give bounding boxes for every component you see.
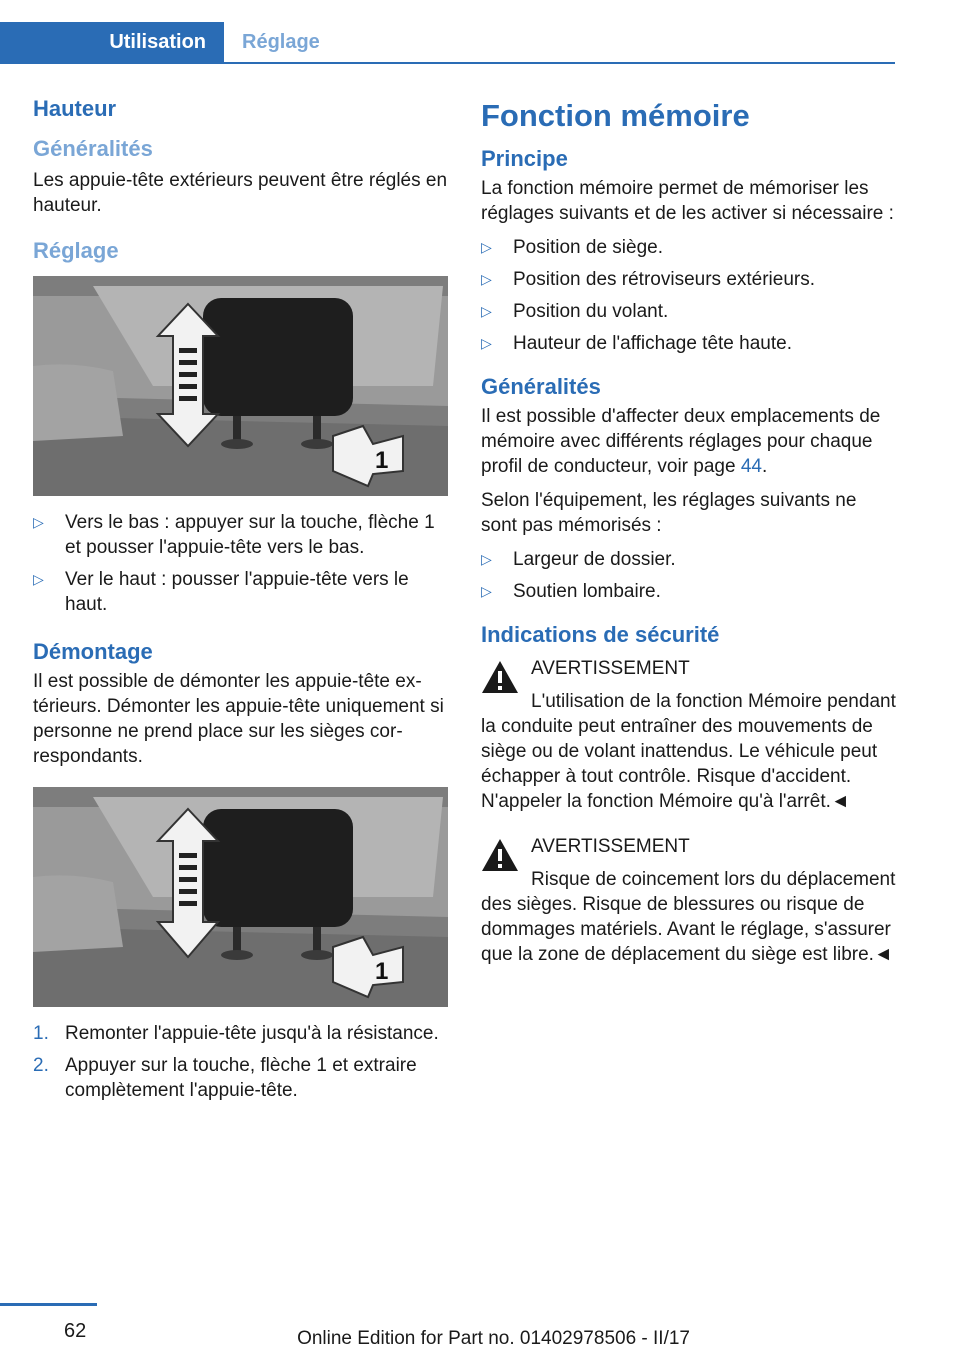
- list-item: ▷ Hauteur de l'affichage tête haute.: [481, 333, 792, 354]
- headrest-removal-figure: [33, 787, 448, 1007]
- warning-text: Risque de coincement lors du déplacement des sièges. Risque de blessures ou risque de dommages matériels. Avant le réglage, s'assurer que la zone de déplacement du siège est libre.◄: [481, 869, 896, 965]
- heading-fonction-memoire: Fonction mémoire: [481, 98, 750, 133]
- heading-generalites: Généralités: [33, 136, 153, 161]
- warning-triangle-icon: [481, 838, 519, 872]
- removal-steps: [33, 1021, 448, 1103]
- list-item: ▷ Position des rétroviseurs extérieurs.: [481, 269, 816, 290]
- equipment-text: Selon l'équipement, les réglages suivants ne sont pas mémorisés :: [481, 490, 857, 536]
- tab-utilisation[interactable]: Utilisation: [0, 22, 224, 62]
- warning-block-2: [481, 834, 896, 967]
- triangle-right-icon: ▷: [481, 271, 492, 287]
- heading-demontage: Démontage: [33, 639, 153, 664]
- tab-reglage[interactable]: Réglage: [242, 31, 320, 53]
- triangle-right-icon: ▷: [33, 571, 44, 587]
- triangle-right-icon: ▷: [481, 335, 492, 351]
- triangle-right-icon: ▷: [33, 514, 44, 530]
- footer-rule: [0, 1303, 97, 1306]
- heading-reglage: Réglage: [33, 238, 119, 263]
- triangle-right-icon: ▷: [481, 303, 492, 319]
- removal-text: Il est possible de démonter les appuie-tête extérieurs. Démonter les appuie-tête uniquement si personne ne prend place sur les sièges correspondants.: [33, 671, 444, 767]
- list-item: ▷ Position du volant.: [481, 301, 669, 322]
- list-item: ▷ Position de siège.: [481, 237, 663, 258]
- edition-text: Online Edition for Part no. 01402978506 - II/17: [297, 1328, 690, 1349]
- headrest-adjust-figure: [33, 276, 448, 496]
- warning-triangle-icon: [481, 660, 519, 694]
- figure-callout-1: 1: [375, 447, 389, 474]
- list-item: ▷ Soutien lombaire.: [481, 581, 661, 602]
- page-link-44[interactable]: 44: [740, 456, 762, 477]
- headrest-removal-illustration: [33, 787, 448, 1007]
- triangle-right-icon: ▷: [481, 551, 492, 567]
- headrest-illustration: [33, 276, 448, 496]
- warning-title: AVERTISSEMENT: [531, 658, 690, 679]
- triangle-right-icon: ▷: [481, 583, 492, 599]
- left-column: [33, 96, 448, 1110]
- list-item: 1. Remonter l'appuie-tête jusqu'à la résistance.: [33, 1023, 439, 1044]
- figure-callout-1: 1: [375, 958, 389, 985]
- heading-generalites-right: Généralités: [481, 374, 601, 399]
- principle-text: La fonction mémoire permet de mémoriser les réglages suivants et de les activer si nécessaire :: [481, 178, 894, 224]
- heading-principe: Principe: [481, 146, 568, 171]
- list-item: ▷ Vers le bas : appuyer sur la touche, flèche 1 et pousser l'appuie-tête vers le bas.: [33, 512, 435, 558]
- list-item: ▷ Ver le haut : pousser l'appuie-tête vers le haut.: [33, 569, 409, 615]
- page-number: 62: [64, 1320, 87, 1342]
- adjust-list: [33, 510, 448, 617]
- right-column: [481, 96, 896, 967]
- principle-list: [481, 235, 896, 356]
- section-tabs: [0, 22, 895, 64]
- general-text: Les appuie-tête extérieurs peuvent être réglés en hauteur.: [33, 170, 448, 216]
- general-text-right: Il est possible d'affecter deux emplacements de mémoire avec différents réglages pour chaque profil de conducteur, voir page 44.: [481, 406, 881, 477]
- list-item: ▷ Largeur de dossier.: [481, 549, 676, 570]
- heading-hauteur: Hauteur: [33, 96, 117, 121]
- triangle-right-icon: ▷: [481, 239, 492, 255]
- heading-securite: Indications de sécurité: [481, 622, 720, 647]
- warning-title: AVERTISSEMENT: [531, 836, 690, 857]
- warning-text: L'utilisation de la fonction Mémoire pendant la conduite peut entraîner des mouvements de siège ou de volant inattendus. Le véhicule peut échapper à tout contrôle. Risque d'accident. N'appeler la fonction Mémoire qu'à l'arrêt.◄: [481, 691, 896, 812]
- list-item: 2. Appuyer sur la touche, flèche 1 et extraire complètement l'appuie-tête.: [33, 1055, 417, 1101]
- equipment-list: [481, 547, 896, 604]
- warning-block-1: [481, 656, 896, 814]
